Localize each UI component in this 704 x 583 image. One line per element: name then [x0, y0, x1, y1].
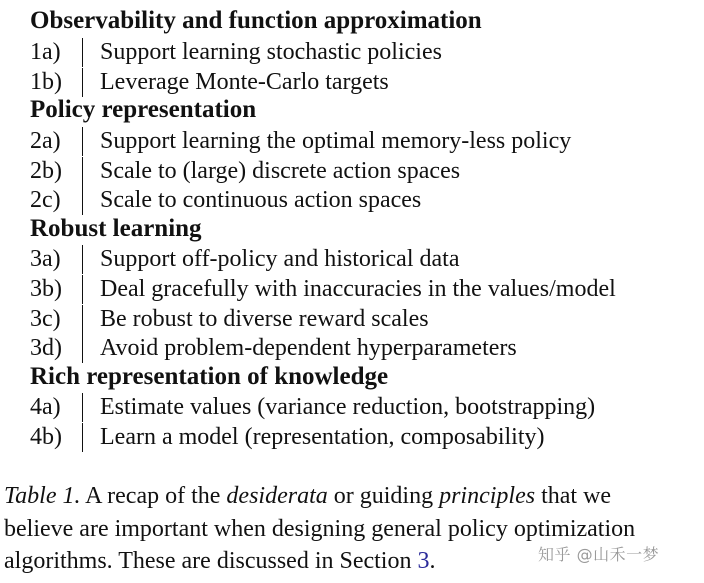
row-id: 4b): [30, 424, 62, 450]
table-row: [0, 392, 704, 422]
caption-line-1: [4, 480, 704, 513]
section-heading-rich-representation: Rich representation of knowledge: [30, 363, 389, 390]
row-text: Support off-policy and historical data: [100, 246, 460, 272]
row-text: Deal gracefully with inaccuracies in the values/model: [100, 276, 616, 302]
caption-text: algorithms. These are discussed in Section: [4, 548, 418, 574]
table-row: [0, 37, 704, 67]
table-row: [0, 244, 704, 274]
caption-label: Table 1.: [4, 483, 81, 509]
section-heading-robust-learning: Robust learning: [30, 215, 202, 242]
table-row: [0, 156, 704, 186]
caption-text: that we: [535, 483, 612, 509]
caption-emphasis: principles: [439, 483, 536, 509]
row-id: 3d): [30, 335, 62, 361]
caption-text: A recap of the: [80, 483, 227, 509]
row-text: Scale to continuous action spaces: [100, 187, 422, 213]
row-text: Leverage Monte-Carlo targets: [100, 69, 389, 95]
section-heading-policy-representation: Policy representation: [30, 96, 257, 123]
table-row: [0, 304, 704, 334]
row-text: Estimate values (variance reduction, bootstrapping): [100, 394, 596, 420]
row-text: Support learning stochastic policies: [100, 39, 442, 65]
table-row: [0, 333, 704, 363]
row-separator: [82, 423, 83, 452]
table-row: [0, 67, 704, 97]
table-row: [0, 274, 704, 304]
caption-emphasis: desiderata: [226, 483, 328, 509]
table-row: [0, 185, 704, 215]
caption-line-2: believe are important when designing general policy optimization: [4, 515, 636, 542]
row-id: 2a): [30, 128, 61, 154]
caption-text: or guiding: [327, 483, 440, 509]
row-id: 4a): [30, 394, 61, 420]
row-separator: [82, 68, 83, 97]
watermark: 知乎 @山禾一梦: [538, 545, 660, 564]
row-id: 1a): [30, 39, 61, 65]
row-separator: [82, 245, 83, 274]
row-text: Support learning the optimal memory-less policy: [100, 128, 572, 154]
row-text: Avoid problem-dependent hyperparameters: [100, 335, 517, 361]
table-row: [0, 422, 704, 452]
row-text: Scale to (large) discrete action spaces: [100, 158, 461, 184]
row-separator: [82, 38, 83, 67]
row-text: Be robust to diverse reward scales: [100, 306, 429, 332]
row-id: 3a): [30, 246, 61, 272]
row-id: 1b): [30, 69, 62, 95]
row-separator: [82, 186, 83, 215]
row-id: 2c): [30, 187, 61, 213]
section-heading-observability: Observability and function approximation: [30, 7, 482, 34]
row-id: 2b): [30, 158, 62, 184]
row-separator: [82, 305, 83, 334]
section-reference-link[interactable]: 3: [417, 548, 430, 574]
row-separator: [82, 157, 83, 186]
table-row: [0, 126, 704, 156]
row-separator: [82, 334, 83, 363]
caption-text: .: [429, 548, 436, 574]
row-separator: [82, 275, 83, 304]
row-id: 3c): [30, 306, 61, 332]
row-separator: [82, 393, 83, 422]
row-id: 3b): [30, 276, 62, 302]
row-separator: [82, 127, 83, 156]
row-text: Learn a model (representation, composability): [100, 424, 545, 450]
